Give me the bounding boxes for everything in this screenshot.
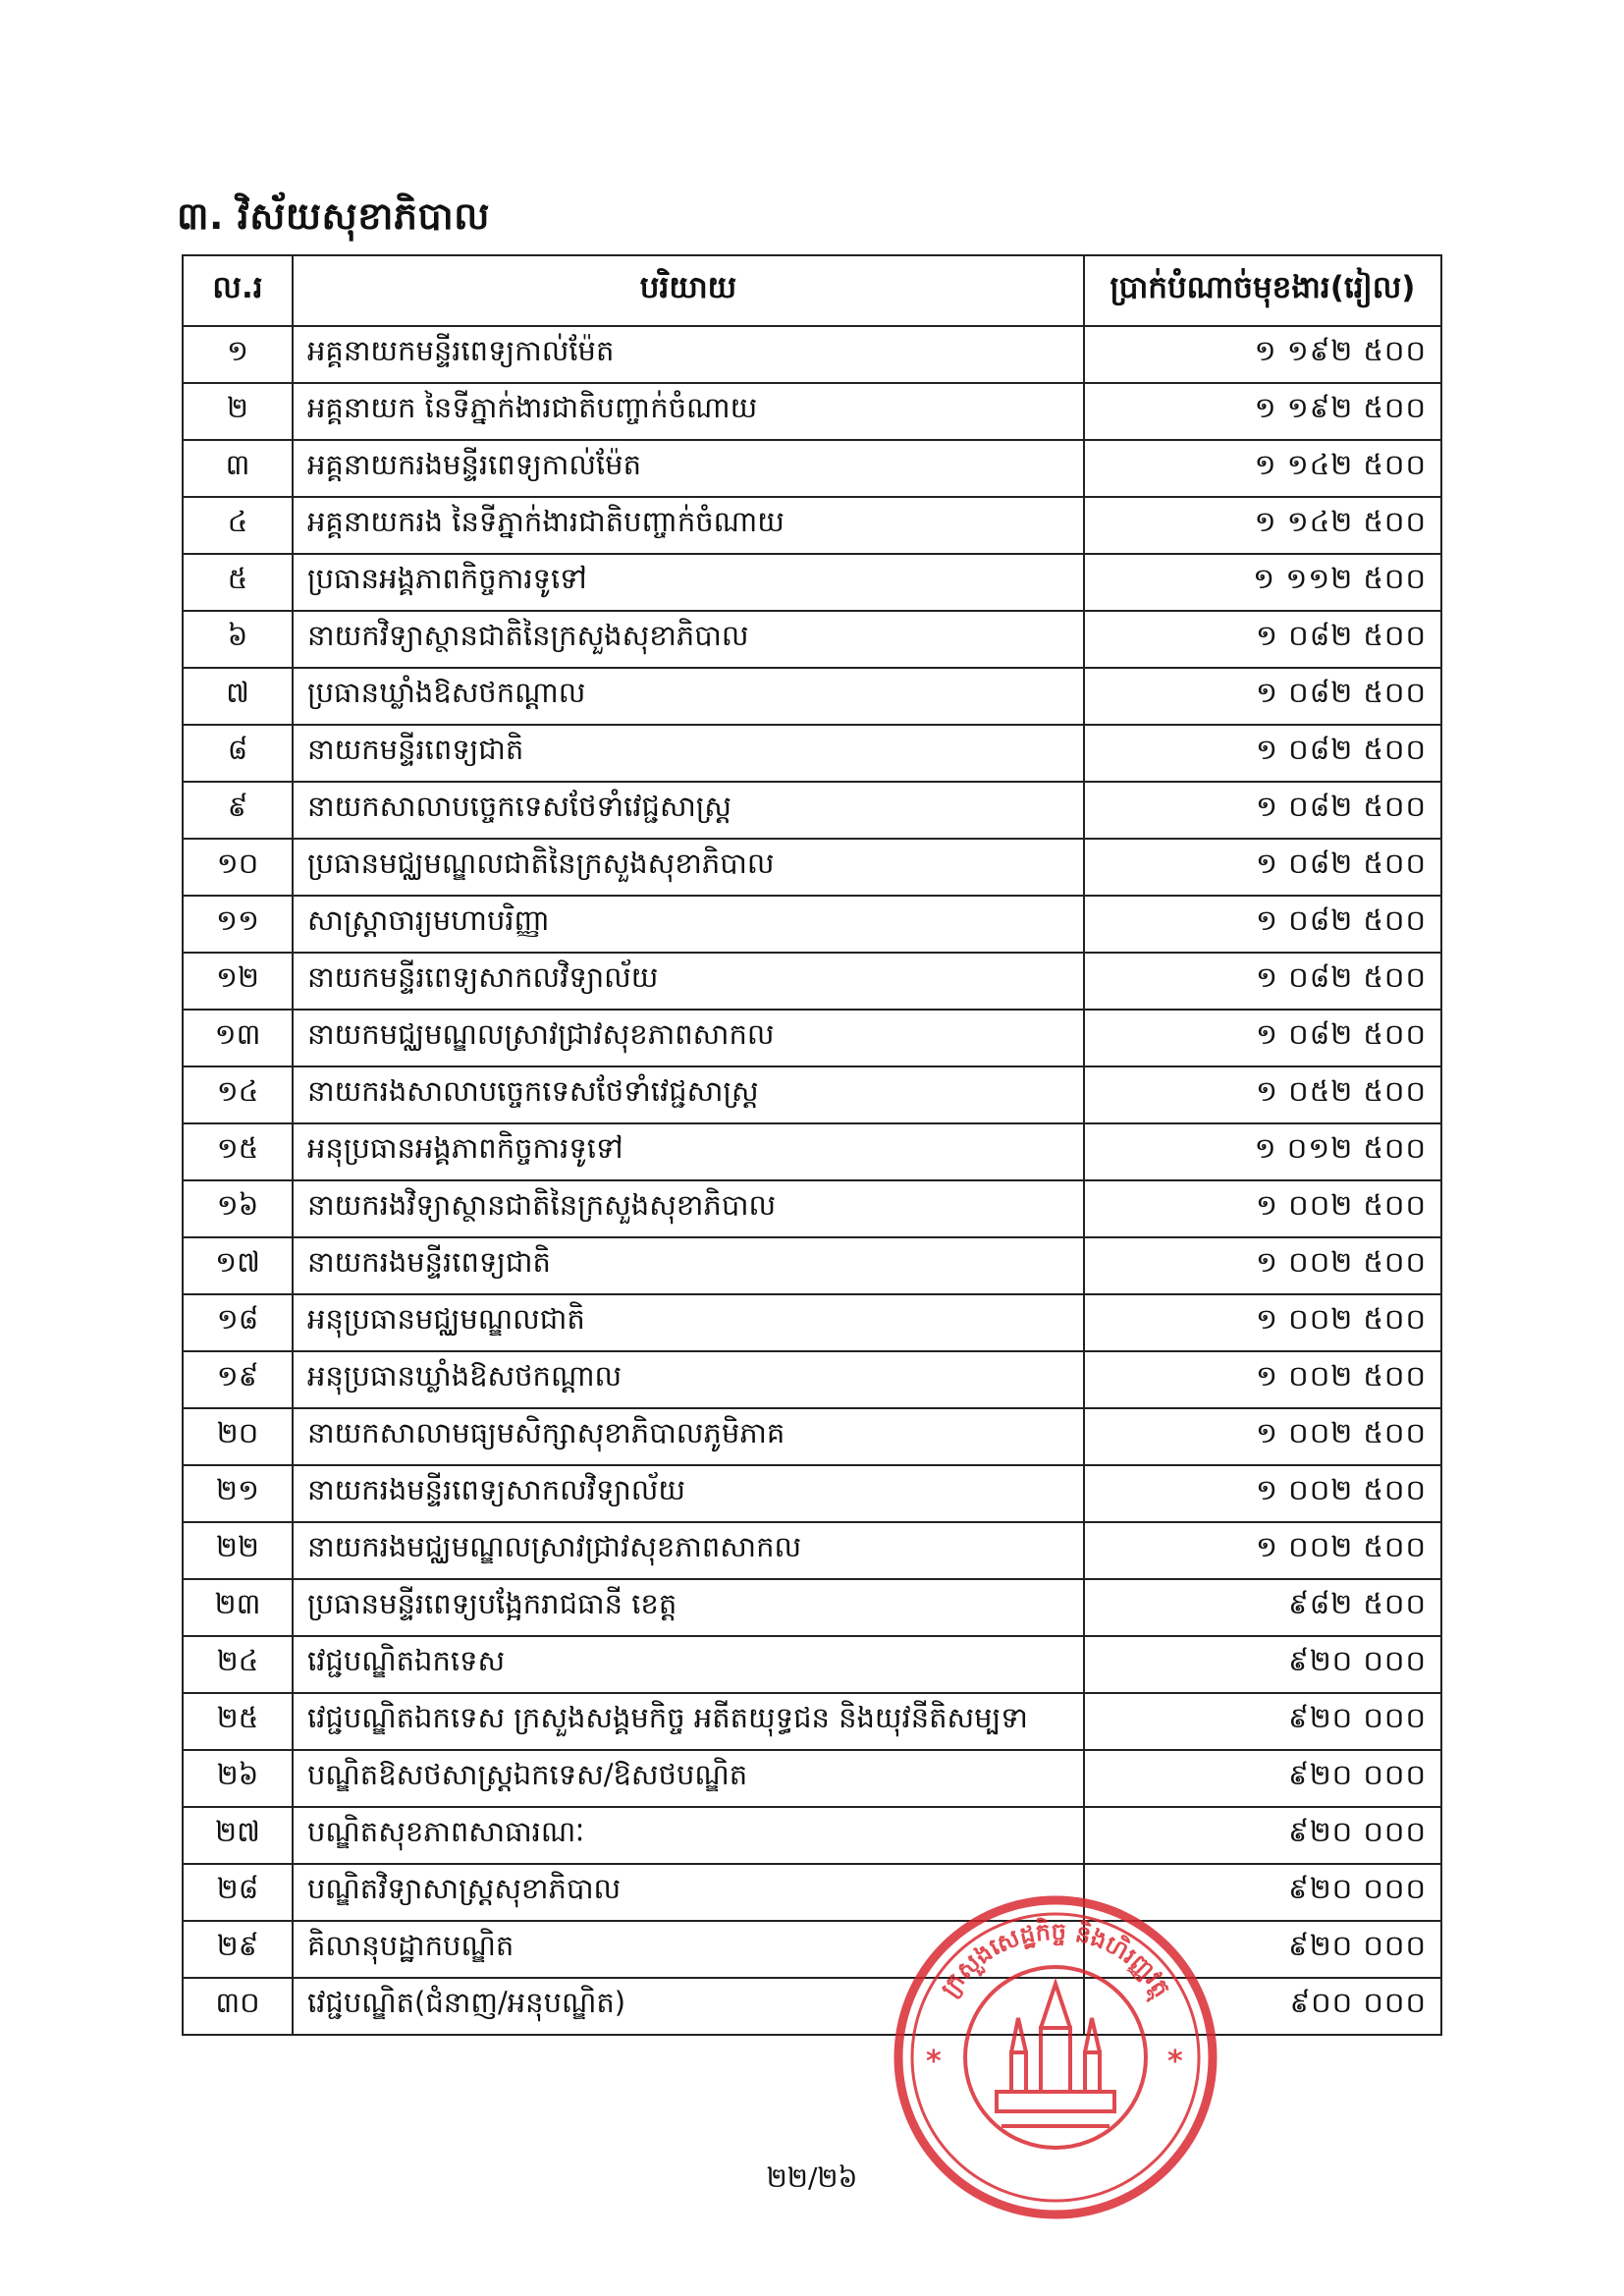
row-amount: ៩២០ ០០០ [1084, 1693, 1441, 1750]
page-number: ២២/២៦ [766, 2161, 858, 2194]
row-no: ៨ [183, 725, 293, 782]
row-description: គិលានុបដ្ឋាកបណ្ឌិត [293, 1921, 1084, 1978]
table-row [183, 1408, 1441, 1465]
table-row [183, 1978, 1441, 2035]
header-amount: ប្រាក់បំណាច់មុខងារ(រៀល) [1084, 255, 1441, 326]
row-amount: ១ ០៨២ ៥០០ [1084, 1010, 1441, 1066]
section-title: ៣. វិស័យសុខាភិបាល [177, 194, 490, 238]
table-row [183, 1010, 1441, 1066]
table-row [183, 554, 1441, 611]
row-no: ១៩ [183, 1351, 293, 1408]
row-no: ៦ [183, 611, 293, 668]
table-row [183, 782, 1441, 839]
row-no: ៤ [183, 497, 293, 554]
row-amount: ១ ០០២ ៥០០ [1084, 1408, 1441, 1465]
row-no: ២៥ [183, 1693, 293, 1750]
row-no: ២៧ [183, 1807, 293, 1864]
row-no: ១៧ [183, 1237, 293, 1294]
row-amount: ១ ០០២ ៥០០ [1084, 1180, 1441, 1237]
row-description: អនុប្រធានឃ្លាំងឱសថកណ្តាល [293, 1351, 1084, 1408]
row-description: អនុប្រធានអង្គភាពកិច្ចការទូទៅ [293, 1123, 1084, 1180]
row-description: នាយកមន្ទីរពេទ្យសាកលវិទ្យាល័យ [293, 953, 1084, 1010]
row-description: នាយករងវិទ្យាស្ថានជាតិនៃក្រសួងសុខាភិបាល [293, 1180, 1084, 1237]
table-row [183, 497, 1441, 554]
table-row [183, 1351, 1441, 1408]
row-description: បណ្ឌិតឱសថសាស្ត្រឯកទេស/ឱសថបណ្ឌិត [293, 1750, 1084, 1807]
row-description: នាយកមន្ទីរពេទ្យជាតិ [293, 725, 1084, 782]
row-description: នាយកសាលាមធ្យមសិក្សាសុខាភិបាលភូមិភាគ [293, 1408, 1084, 1465]
row-amount: ១ ១៩២ ៥០០ [1084, 383, 1441, 440]
table-row [183, 1579, 1441, 1636]
table-row [183, 725, 1441, 782]
table-row [183, 839, 1441, 896]
row-amount: ១ ០៨២ ៥០០ [1084, 896, 1441, 953]
row-no: ៧ [183, 668, 293, 725]
row-no: ២ [183, 383, 293, 440]
table-row [183, 1693, 1441, 1750]
row-no: ១១ [183, 896, 293, 953]
row-no: ៥ [183, 554, 293, 611]
row-no: ១៥ [183, 1123, 293, 1180]
table-row [183, 896, 1441, 953]
row-no: ៣ [183, 440, 293, 497]
table-row [183, 1522, 1441, 1579]
row-amount: ១ ០០២ ៥០០ [1084, 1237, 1441, 1294]
row-description: វេជ្ជបណ្ឌិតឯកទេស ក្រសួងសង្គមកិច្ច អតីតយុទ្ធជន និងយុវនីតិសម្បទា [293, 1693, 1084, 1750]
row-no: ១៨ [183, 1294, 293, 1351]
row-description: បណ្ឌិតវិទ្យាសាស្ត្រសុខាភិបាល [293, 1864, 1084, 1921]
row-description: បណ្ឌិតសុខភាពសាធារណៈ [293, 1807, 1084, 1864]
row-amount: ៩២០ ០០០ [1084, 1921, 1441, 1978]
row-description: នាយករងសាលាបច្ចេកទេសថែទាំវេជ្ជសាស្ត្រ [293, 1066, 1084, 1123]
table-row [183, 1864, 1441, 1921]
row-description: វេជ្ជបណ្ឌិតឯកទេស [293, 1636, 1084, 1693]
row-amount: ១ ០០២ ៥០០ [1084, 1465, 1441, 1522]
row-amount: ១ ១៩២ ៥០០ [1084, 326, 1441, 383]
row-amount: ៩២០ ០០០ [1084, 1750, 1441, 1807]
row-description: នាយកវិទ្យាស្ថានជាតិនៃក្រសួងសុខាភិបាល [293, 611, 1084, 668]
table-body [183, 326, 1441, 2035]
header-description: បរិយាយ [293, 255, 1084, 326]
table-row [183, 1921, 1441, 1978]
row-no: ២៣ [183, 1579, 293, 1636]
table-row [183, 1465, 1441, 1522]
table-row [183, 1294, 1441, 1351]
row-no: ២៦ [183, 1750, 293, 1807]
row-description: អគ្គនាយក នៃទីភ្នាក់ងារជាតិបញ្ចាក់ចំណាយ [293, 383, 1084, 440]
header-no: ល.រ [183, 255, 293, 326]
row-amount: ១ ១៤២ ៥០០ [1084, 440, 1441, 497]
row-description: នាយករងមន្ទីរពេទ្យសាកលវិទ្យាល័យ [293, 1465, 1084, 1522]
row-amount: ១ ០៨២ ៥០០ [1084, 611, 1441, 668]
row-amount: ១ ០០២ ៥០០ [1084, 1294, 1441, 1351]
svg-text:*: * [1167, 2045, 1183, 2079]
svg-text:ក្រសួងសេដ្ឋកិច្ច និងហិរញ្ញវត្ថ: ក្រសួងសេដ្ឋកិច្ច និងហិរញ្ញវត្ថុ [935, 1917, 1176, 2002]
table-row [183, 1066, 1441, 1123]
row-amount: ១ ០១២ ៥០០ [1084, 1123, 1441, 1180]
row-description: នាយករងមជ្ឈមណ្ឌលស្រាវជ្រាវសុខភាពសាកល [293, 1522, 1084, 1579]
row-amount: ៩៨២ ៥០០ [1084, 1579, 1441, 1636]
row-no: ២៤ [183, 1636, 293, 1693]
allowance-table [182, 254, 1442, 2036]
row-no: ១ [183, 326, 293, 383]
row-description: វេជ្ជបណ្ឌិត(ជំនាញ/អនុបណ្ឌិត) [293, 1978, 1084, 2035]
svg-text:*: * [926, 2045, 942, 2079]
table-row [183, 1123, 1441, 1180]
table-row [183, 1237, 1441, 1294]
row-description: ប្រធានមន្ទីរពេទ្យបង្អែករាជធានី ខេត្ត [293, 1579, 1084, 1636]
row-description: សាស្ត្រាចារ្យមហាបរិញ្ញា [293, 896, 1084, 953]
row-amount: ១ ០០២ ៥០០ [1084, 1522, 1441, 1579]
table-row [183, 383, 1441, 440]
row-no: ២២ [183, 1522, 293, 1579]
row-description: ប្រធានមជ្ឈមណ្ឌលជាតិនៃក្រសួងសុខាភិបាល [293, 839, 1084, 896]
row-no: ១៦ [183, 1180, 293, 1237]
row-description: អនុប្រធានមជ្ឈមណ្ឌលជាតិ [293, 1294, 1084, 1351]
row-description: នាយករងមន្ទីរពេទ្យជាតិ [293, 1237, 1084, 1294]
table-row [183, 668, 1441, 725]
row-amount: ១ ០៨២ ៥០០ [1084, 839, 1441, 896]
table-header-row [183, 255, 1441, 326]
row-no: ១០ [183, 839, 293, 896]
row-no: ២៩ [183, 1921, 293, 1978]
row-amount: ១ ១៤២ ៥០០ [1084, 497, 1441, 554]
row-amount: ៩០០ ០០០ [1084, 1978, 1441, 2035]
table-row [183, 440, 1441, 497]
row-amount: ៩២០ ០០០ [1084, 1864, 1441, 1921]
table-row [183, 1807, 1441, 1864]
row-no: ៩ [183, 782, 293, 839]
row-amount: ១ ០៨២ ៥០០ [1084, 725, 1441, 782]
row-amount: ១ ០៨២ ៥០០ [1084, 782, 1441, 839]
row-description: អគ្គនាយករង នៃទីភ្នាក់ងារជាតិបញ្ចាក់ចំណាយ [293, 497, 1084, 554]
row-no: ១៤ [183, 1066, 293, 1123]
row-amount: ៩២០ ០០០ [1084, 1636, 1441, 1693]
table-row [183, 1750, 1441, 1807]
row-description: ប្រធានអង្គភាពកិច្ចការទូទៅ [293, 554, 1084, 611]
row-amount: ១ ១១២ ៥០០ [1084, 554, 1441, 611]
row-description: អគ្គនាយករងមន្ទីរពេទ្យកាល់ម៉ែត [293, 440, 1084, 497]
row-description: នាយកសាលាបច្ចេកទេសថែទាំវេជ្ជសាស្ត្រ [293, 782, 1084, 839]
row-description: ប្រធានឃ្លាំងឱសថកណ្តាល [293, 668, 1084, 725]
row-amount: ១ ០៨២ ៥០០ [1084, 668, 1441, 725]
row-amount: ១ ០០២ ៥០០ [1084, 1351, 1441, 1408]
row-amount: ១ ០៨២ ៥០០ [1084, 953, 1441, 1010]
row-no: ២១ [183, 1465, 293, 1522]
row-description: នាយកមជ្ឈមណ្ឌលស្រាវជ្រាវសុខភាពសាកល [293, 1010, 1084, 1066]
row-no: ១៣ [183, 1010, 293, 1066]
row-no: ៣០ [183, 1978, 293, 2035]
table-row [183, 953, 1441, 1010]
table-row [183, 1636, 1441, 1693]
row-no: ១២ [183, 953, 293, 1010]
row-no: ២០ [183, 1408, 293, 1465]
table-row [183, 611, 1441, 668]
table-row [183, 1180, 1441, 1237]
row-amount: ៩២០ ០០០ [1084, 1807, 1441, 1864]
row-amount: ១ ០៥២ ៥០០ [1084, 1066, 1441, 1123]
row-no: ២៨ [183, 1864, 293, 1921]
row-description: អគ្គនាយកមន្ទីរពេទ្យកាល់ម៉ែត [293, 326, 1084, 383]
table-row [183, 326, 1441, 383]
